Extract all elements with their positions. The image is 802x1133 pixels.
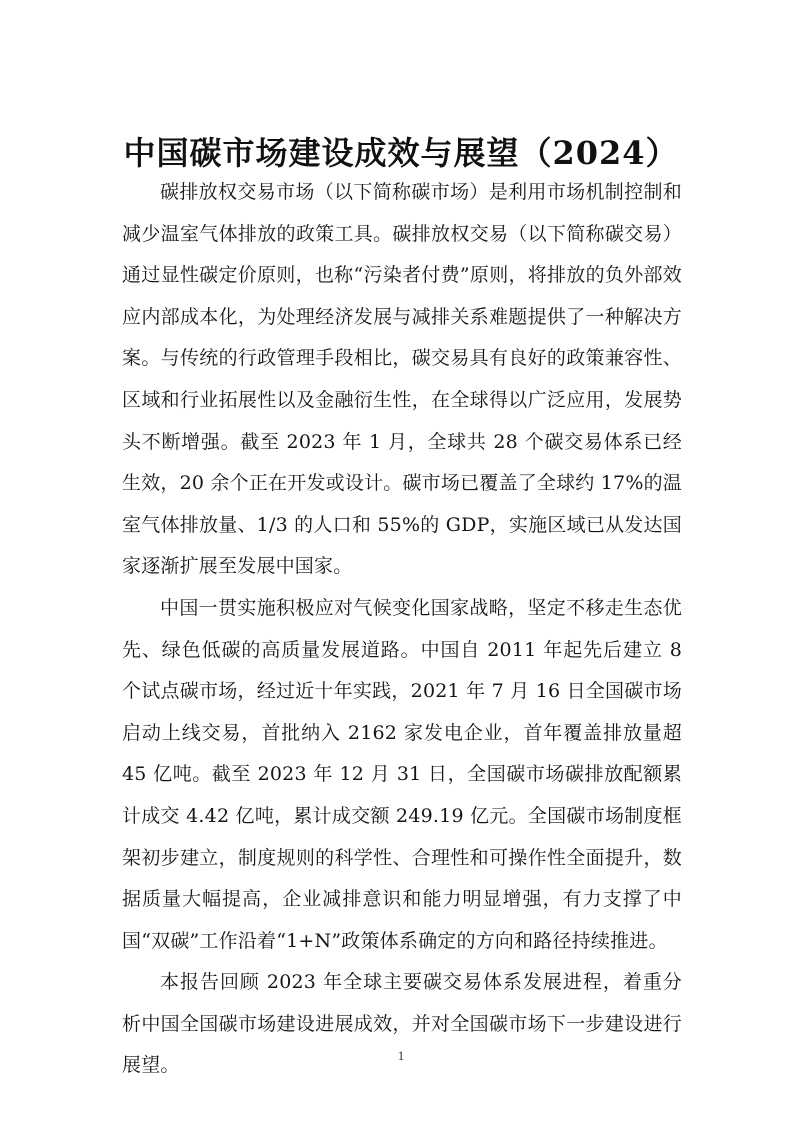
body-text <box>122 172 682 1087</box>
page-number: 1 <box>397 1048 405 1063</box>
paragraph-china-market: 中国一贯实施积极应对气候变化国家战略，坚定不移走生态优先、绿色低碳的高质量发展道路。中国自 2011 年起先后建立 8 个试点碳市场，经过近十年实践，2021 年 7 月 16 日全国碳市场启动上线交易，首批纳入 2162 家发电企业，首年覆盖排放量超 45 亿吨。截至 2023 年 12 月 31 日，全国碳市场碳排放配额累计成交 4.42 亿吨，累计成交额 249.19 亿元。全国碳市场制度框架初步建立，制度规则的科学性、合理性和可操作性全面提升，数据质量大幅提高，企业减排意识和能力明显增强，有力支撑了中国“双碳”工作沿着“1+N”政策体系确定的方向和路径持续推进。 <box>122 596 682 952</box>
page-title: 中国碳市场建设成效与展望（2024） <box>123 134 679 173</box>
paragraph-report-scope: 本报告回顾 2023 年全球主要碳交易体系发展进程，着重分析中国全国碳市场建设进展成效，并对全国碳市场下一步建设进行展望。 <box>122 971 682 1077</box>
paragraph-intro: 碳排放权交易市场（以下简称碳市场）是利用市场机制控制和减少温室气体排放的政策工具。碳排放权交易（以下简称碳交易）通过显性碳定价原则，也称“污染者付费”原则，将排放的负外部效应内部成本化，为处理经济发展与减排关系难题提供了一种解决方案。与传统的行政管理手段相比，碳交易具有良好的政策兼容性、区域和行业拓展性以及金融衍生性，在全球得以广泛应用，发展势头不断增强。截至 2023 年 1 月，全球共 28 个碳交易体系已经生效，20 余个正在开发或设计。碳市场已覆盖了全球约 17%的温室气体排放量、1/3 的人口和 55%的 GDP，实施区域已从发达国家逐渐扩展至发展中国家。 <box>122 181 682 578</box>
